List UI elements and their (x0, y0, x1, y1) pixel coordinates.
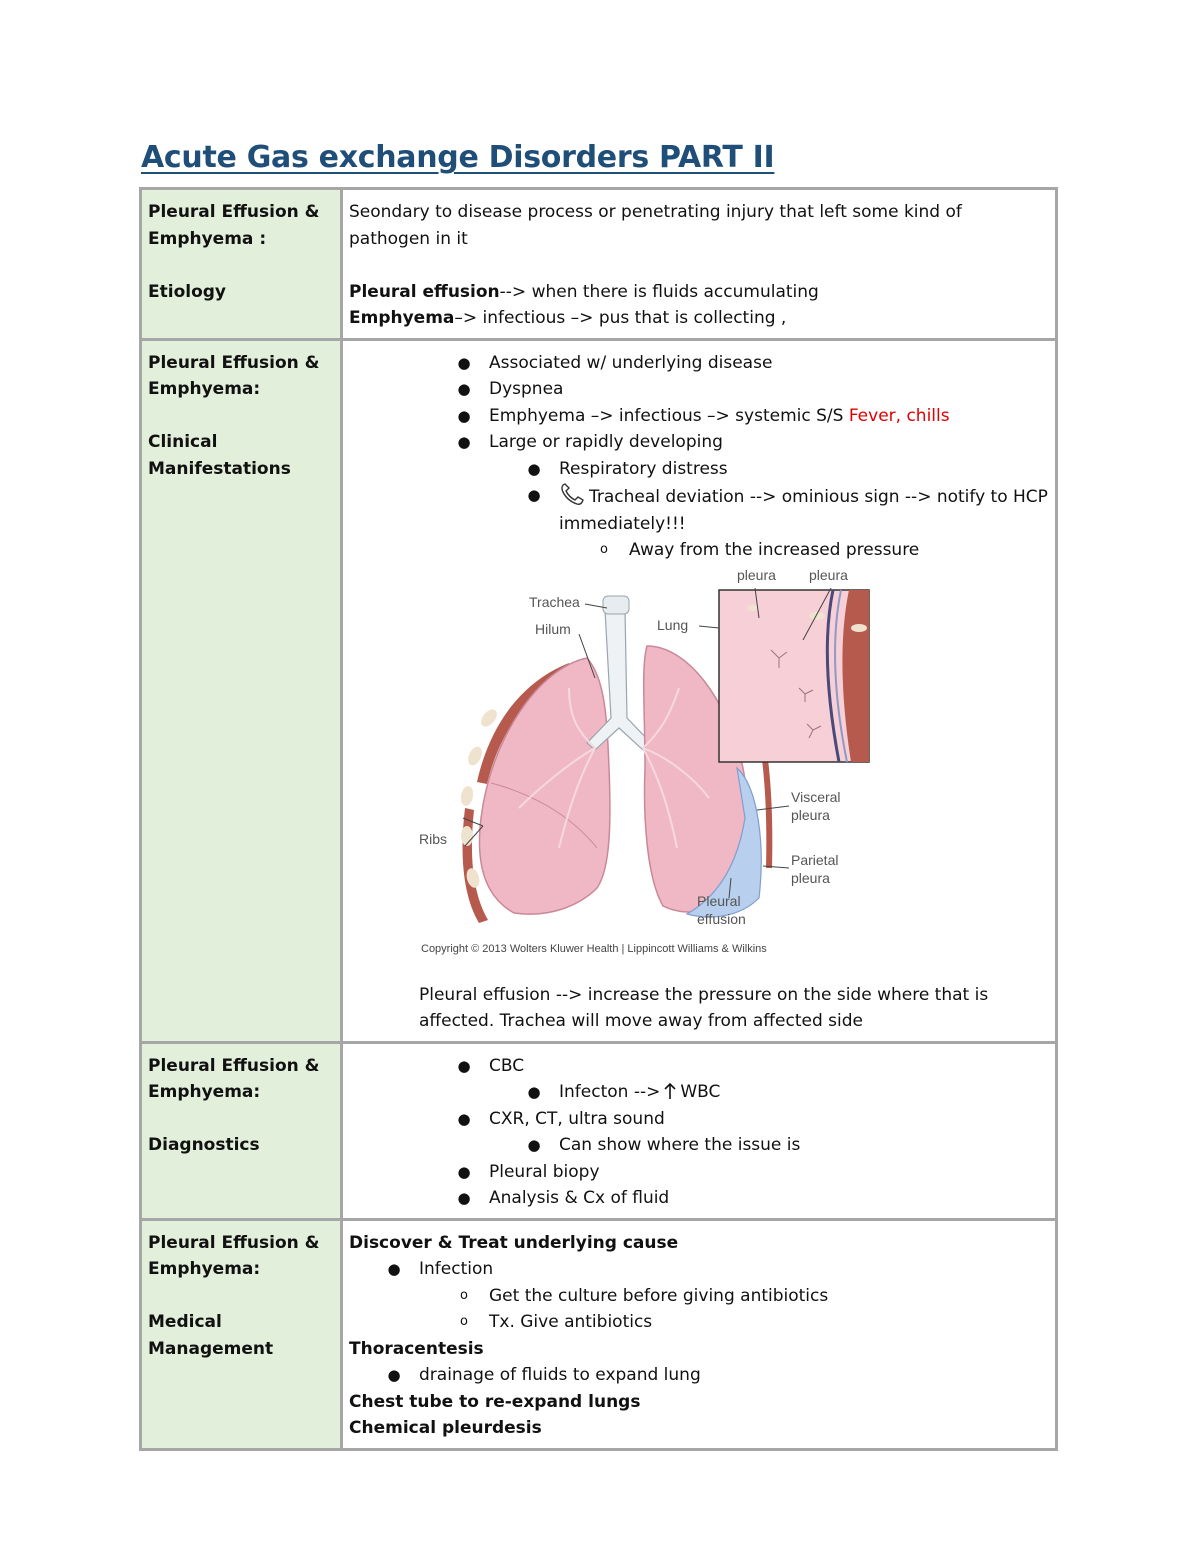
table-row (141, 339, 1057, 1042)
svg-text:pleura: pleura (737, 567, 776, 583)
row-label: Pleural Effusion & Emphyema: (148, 1232, 320, 1279)
bullet-list (349, 1362, 1049, 1389)
text-line: Seondary to disease process or penetrating injury that left some kind of (349, 202, 962, 222)
term-definition: –> infectious –> pus that is collecting , (454, 308, 787, 328)
phone-icon (559, 482, 585, 506)
lung-diagram (419, 568, 899, 980)
list-item: ● Infecton --> WBC (527, 1082, 721, 1102)
list-item: ● Can show where the issue is (527, 1135, 801, 1155)
term-pleural-effusion: Pleural effusion (349, 281, 500, 302)
table-row (141, 189, 1057, 340)
arrow-up-icon (663, 1082, 677, 1100)
label-trachea: Trachea (529, 593, 580, 610)
list-item: ● Dyspnea (457, 379, 564, 399)
row-content-cell (342, 1042, 1057, 1219)
list-item: ● Emphyema –> infectious –> systemic S/S Fever, chills (457, 405, 950, 426)
list-item: ● Tracheal deviation --> ominious sign --> notify to HCP immediately!!! (349, 482, 1049, 537)
row-label: Pleural Effusion & Emphyema: (148, 1055, 320, 1102)
text-line (349, 305, 1049, 332)
list-item: o Tx. Give antibiotics (460, 1312, 653, 1332)
row-sublabel: Clinical Manifestations (148, 432, 291, 479)
list-item: ● Large or rapidly developing (457, 432, 723, 452)
term-emphyema: Emphyema (349, 308, 455, 328)
page-title: Acute Gas exchange Disorders PART II (141, 140, 775, 175)
list-item: ● drainage of fluids to expand lung (387, 1365, 701, 1385)
label-pleural-effusion: Pleural (697, 892, 741, 909)
svg-text:pleura: pleura (809, 567, 848, 583)
bullet-list (349, 350, 1049, 564)
figure-copyright: Copyright © 2013 Wolters Kluwer Health | Lippincott Williams & Wilkins (421, 942, 767, 955)
list-item: ● CXR, CT, ultra sound (457, 1108, 665, 1129)
table-row (141, 1219, 1057, 1449)
row-content-cell (342, 189, 1057, 340)
row-label: Pleural Effusion & Emphyema: (148, 352, 320, 399)
bullet-list (349, 1256, 1049, 1336)
section-heading: Thoracentesis (349, 1338, 484, 1359)
row-label-cell (141, 1219, 342, 1449)
row-label-cell (141, 189, 342, 340)
row-sublabel: Medical Management (148, 1312, 274, 1359)
list-item: o Get the culture before giving antibiotics (460, 1285, 829, 1306)
red-highlight: Fever, chills (848, 405, 950, 426)
row-content-cell (342, 1219, 1057, 1449)
term-definition: --> when there is fluids accumulating (499, 281, 819, 302)
section-heading: Discover & Treat underlying cause (349, 1232, 679, 1253)
svg-text:pleura: pleura (791, 869, 830, 886)
row-label: Pleural Effusion & Emphyema : (148, 202, 320, 249)
svg-text:pleura: pleura (791, 806, 830, 823)
row-label-cell (141, 1042, 342, 1219)
row-content-cell (342, 339, 1057, 1042)
label-hilum: Hilum (535, 620, 571, 637)
label-ribs: Ribs (419, 830, 448, 847)
text-line (349, 279, 1049, 306)
row-sublabel: Diagnostics (148, 1135, 260, 1155)
bullet-list (349, 1053, 1049, 1212)
row-label-cell (141, 339, 342, 1042)
table-row (141, 1042, 1057, 1219)
section-heading: Chest tube to re-expand lungs (349, 1391, 641, 1412)
notes-table (139, 187, 1058, 1451)
list-item: o Away from the increased pressure (600, 540, 920, 560)
list-item: ● Respiratory distress (527, 458, 728, 479)
figure-explanation: Pleural effusion --> increase the pressure on the side where that is affected. Trachea will move away from affected side (419, 984, 989, 1031)
list-item: ● CBC (457, 1055, 525, 1076)
svg-text:effusion: effusion (697, 910, 746, 927)
text-line: pathogen in it (349, 228, 468, 249)
list-item: ● Infection (387, 1259, 494, 1279)
row-sublabel: Etiology (148, 281, 227, 302)
list-item: ● Associated w/ underlying disease (457, 352, 773, 373)
list-item: ● Analysis & Cx of fluid (457, 1188, 670, 1208)
list-item: ● Pleural biopy (457, 1161, 600, 1182)
section-heading: Chemical pleurdesis (349, 1418, 542, 1438)
label-parietal-pleura: Parietal (791, 851, 839, 868)
label-lung: Lung (657, 616, 689, 633)
label-visceral-pleura: Visceral (791, 788, 841, 805)
